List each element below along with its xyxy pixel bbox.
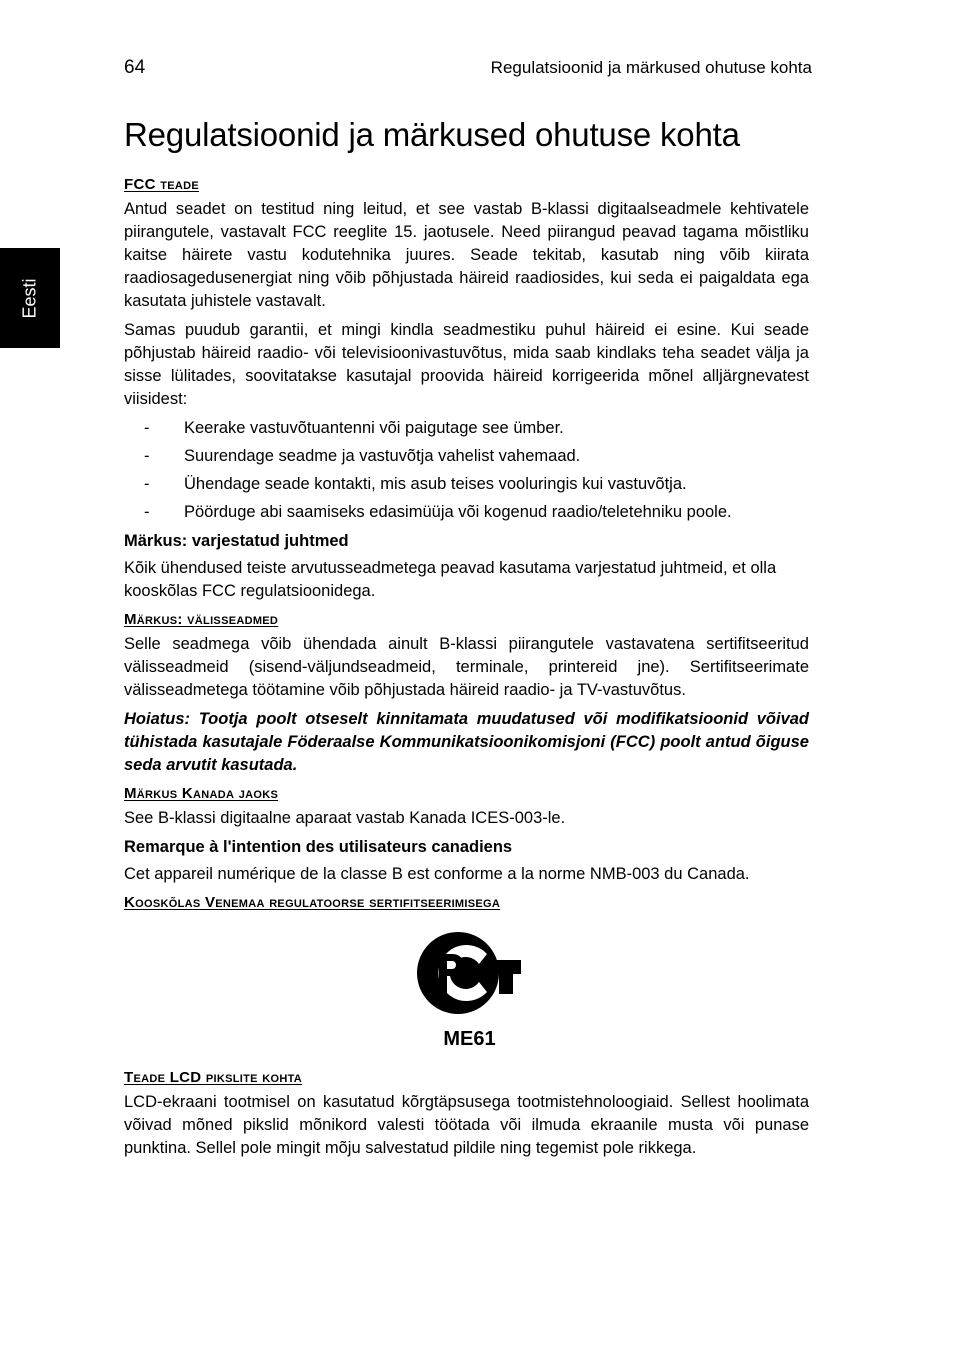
list-item — [124, 473, 809, 496]
page-title: Regulatsioonid ja märkused ohutuse kohta — [124, 116, 740, 153]
lcd-text: LCD-ekraani tootmisel on kasutatud kõrgtäpsusega tootmistehnoloogiaid. Sellest hoolimata võivad mõned pikslid mõnikord valesti töötada või ilmuda ekraanile musta või punase punktina. Sellel pole mingit mõju salvestatud pildile ning tegemist pole rikkega. — [124, 1093, 809, 1157]
dash-bullet: - — [144, 475, 150, 493]
list-item-text: Pöörduge abi saamiseks edasimüüja või kogenud raadio/teletehniku poole. — [184, 503, 732, 521]
peripherals-heading: Märkus: välisseadmed — [124, 611, 279, 628]
list-item-text: Keerake vastuvõtuantenni või paigutage see ümber. — [184, 419, 564, 437]
fcc-paragraph-1: Antud seadet on testitud ning leitud, et see vastab B-klassi digitaalseadmele kehtivatele piirangutele, vastavalt FCC reeglite 15. jaotusele. Need piirangud peavad tagama mõistliku kaitse häirete vastu kodutehnika juures. Seade tekitab, kasutab ning võib kiirata raadiosagedusenergiat ning võib põhjustada häireid raadiosides, kui seda ei paigaldata ega kasutata juhistele vastavalt. — [124, 200, 809, 310]
language-side-tab-label: Eesti — [19, 277, 40, 319]
pct-certification-logo — [124, 932, 809, 1051]
shielded-cables-text: Kõik ühendused teiste arvutusseadmetega peavad kasutama varjestatud juhtmeid, et olla kooskõlas FCC regulatsioonidega. — [124, 559, 777, 600]
canada-heading: Märkus Kanada jaoks — [124, 785, 279, 802]
page-number: 64 — [124, 57, 146, 78]
certification-code: ME61 — [443, 1028, 496, 1050]
fcc-paragraph-2: Samas puudub garantii, et mingi kindla seadmestiku puhul häireid ei esine. Kui seade põhjustab häireid raadio- või televisioonivastuvõtus, mida saab kindlaks teha seadet välja ja sisse lülitades, soovitatakse kasutajal proovida häireid korrigeerida mõnel alljärgnevatest viisidest: — [124, 321, 809, 408]
list-item — [124, 417, 809, 440]
running-header: Regulatsioonid ja märkused ohutuse kohta — [490, 58, 812, 77]
peripherals-warning: Hoiatus: Tootja poolt otseselt kinnitamata muudatused või modifikatsioonid võivad tühistada kasutajale Föderaalse Kommunikatsioonikomisjoni (FCC) poolt antud õiguse seda arvutit kasutada. — [124, 710, 809, 774]
dash-bullet: - — [144, 447, 150, 465]
canada-french-text: Cet appareil numérique de la classe B est conforme a la norme NMB-003 du Canada. — [124, 865, 750, 883]
dash-bullet: - — [144, 503, 150, 521]
list-item-text: Suurendage seadme ja vastuvõtja vahelist vahemaad. — [184, 447, 581, 465]
russia-heading: Kooskõlas Venemaa regulatoorse sertifitseerimisega — [124, 894, 501, 911]
page-content — [124, 114, 809, 1166]
language-side-tab — [0, 248, 60, 348]
list-item — [124, 501, 809, 524]
shielded-cables-label: Märkus: varjestatud juhtmed — [124, 532, 349, 550]
list-item-text: Ühendage seade kontakti, mis asub teises vooluringis kui vastuvõtja. — [184, 475, 687, 493]
dash-bullet: - — [144, 419, 150, 437]
list-item — [124, 445, 809, 468]
peripherals-paragraph: Selle seadmega võib ühendada ainult B-klassi piirangutele vastavatena sertifitseeritud välisseadmeid (sisend-väljundseadmeid, terminale, printereid jne). Sertifitseerimate välisseadmetega töötamine võib põhjustada häireid raadio- ja TV-vastuvõtus. — [124, 635, 809, 699]
canada-french-label: Remarque à l'intention des utilisateurs canadiens — [124, 838, 513, 856]
canada-text: See B-klassi digitaalne aparaat vastab Kanada ICES-003-le. — [124, 809, 566, 827]
fcc-heading: FCC teade — [124, 176, 199, 193]
lcd-heading: Teade LCD pikslite kohta — [124, 1069, 303, 1086]
fcc-bullet-list — [124, 417, 809, 524]
pct-logo-icon — [417, 932, 521, 1014]
